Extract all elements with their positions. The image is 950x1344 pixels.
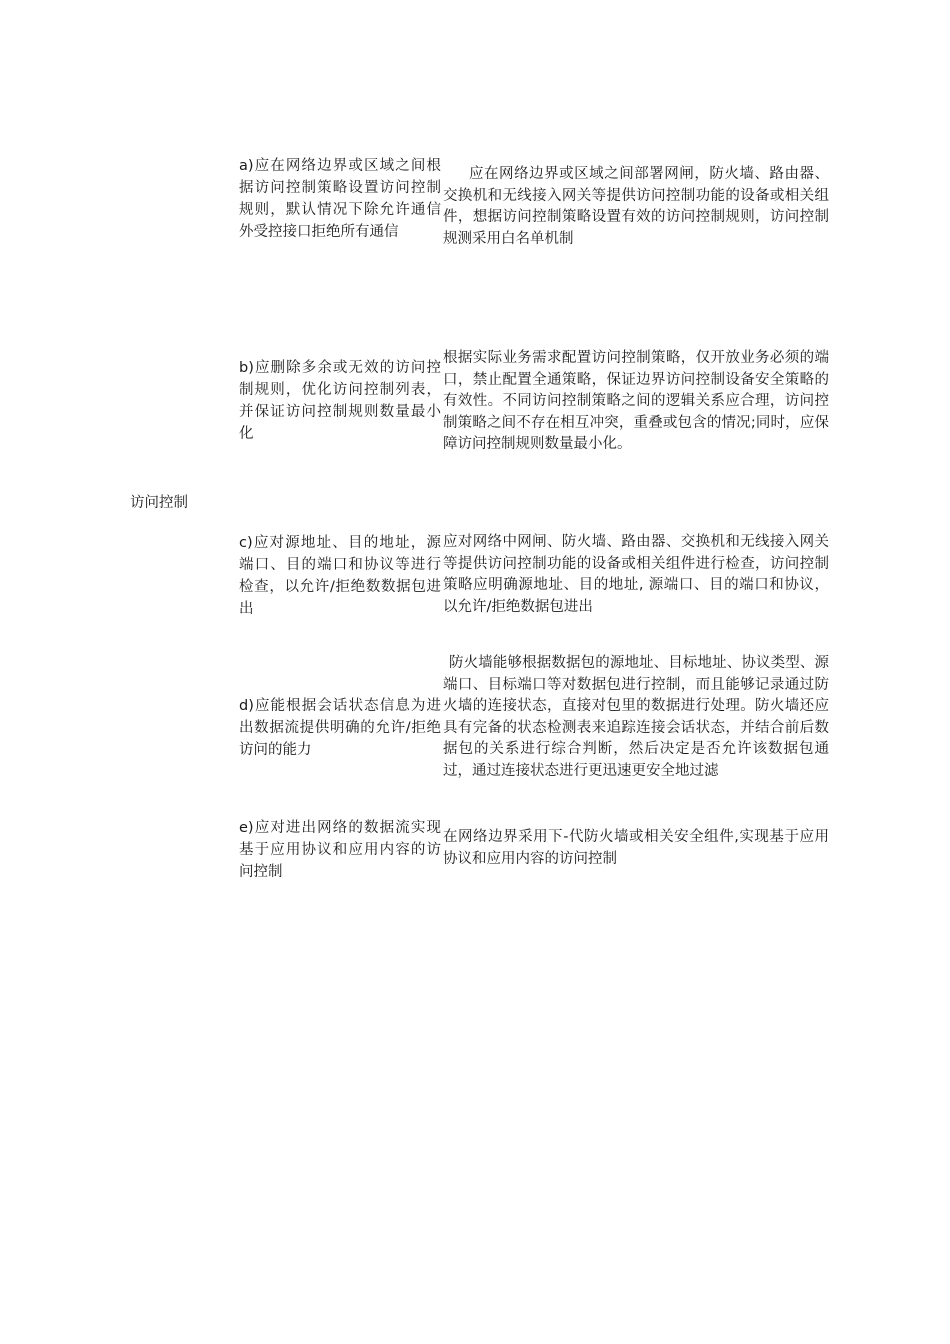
implementation-b: 根据实际业务需求配置访问控制策略，仅开放业务必须的端口，禁止配置全通策略，保证边界访问控制设备安全策略的有效性。不同访问控制策略之间的逻辑关系应合理，访问控制策略之间不存在相互冲突，重叠或包含的情况;同时，应保障访问控制规则数量最小化。 [443, 350, 829, 452]
requirement-a: a)应在网络边界或区域之间根据访问控制策略设置访问控制规则，默认情况下除允许通信外受控接口拒绝所有通信 [239, 158, 441, 240]
requirement-c: c)应对源地址、目的地址，源端口、目的端口和协议等进行检查，以允许/拒绝数数据包进出 [239, 535, 441, 617]
implementation-c: 应对网络中网闸、防火墙、路由器、交换机和无线接入网关等提供访问控制功能的设备或相关组件进行检查，访问控制策略应明确源地址、目的地址, 源端口、目的端口和协议，以允许/拒绝数据包进出 [443, 534, 829, 615]
requirement-b: b)应删除多余或无效的访问控制规则，优化访问控制列表，并保证访问控制规则数量最小化 [239, 360, 441, 442]
requirement-e: e)应对进出网络的数据流实现基于应用协议和应用内容的访问控制 [239, 820, 441, 880]
requirement-d: d)应能根据会话状态信息为进出数据流提供明确的允许/拒绝访问的能力 [239, 698, 441, 758]
implementation-d: 防火墙能够根据数据包的源地址、目标地址、协议类型、源端口、目标端口等对数据包进行控制，而且能够记录通过防火墙的连接状态，直接对包里的数据进行处理。防火墙还应具有完备的状态检测表来追踪连接会话状态，并结合前后数据包的关系进行综合判断，然后决定是否允许该数据包通过，通过连接状态进行更迅速更安全地过滤 [443, 655, 829, 779]
implementation-e: 在网络边界采用下-代防火墙或相关安全组件,实现基于应用协议和应用内容的访问控制 [443, 829, 829, 867]
category-label: 访问控制 [130, 495, 188, 511]
implementation-a: 应在网络边界或区域之间部署网闸，防火墙、路由器、交换机和无线接入网关等提供访问控制功能的设备或相关组件，想据访问控制策略设置有效的访问控制规则，访问控制规测采用白名单机制 [443, 166, 829, 247]
